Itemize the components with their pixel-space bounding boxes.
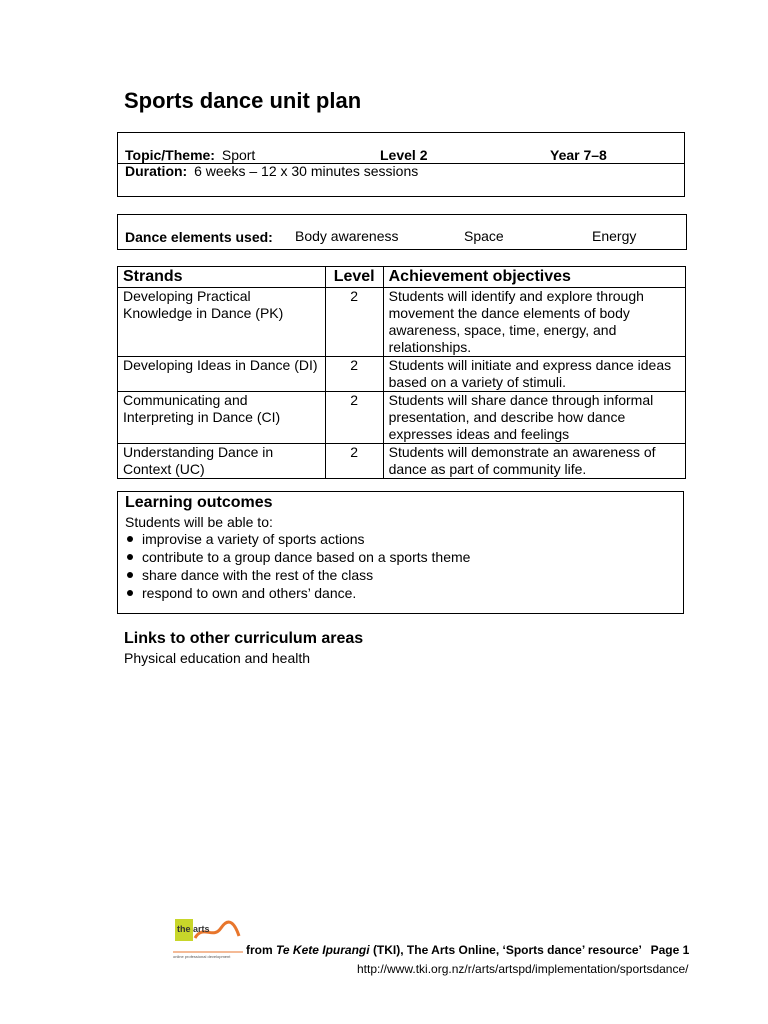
the-arts-logo [173,918,245,960]
topic-line [125,147,255,164]
table-header-row [118,267,686,288]
topic-box [117,132,685,197]
table-row [118,288,686,357]
footer-page: Page 1 [650,943,690,957]
objective-cell: Students will identify and explore through movement the dance elements of body awareness, space, time, energy, and relationships. [383,288,685,357]
strand-cell: Developing Ideas in Dance (DI) [118,357,326,392]
footer-source: Te Kete Ipurangi [276,943,370,957]
topic-divider [118,163,684,164]
logo-text: the arts [177,924,210,934]
learning-outcomes-list [125,530,470,602]
dance-elements-label: Dance elements used: [125,229,273,245]
dance-element-item: Body awareness [295,228,399,244]
list-item: improvise a variety of sports actions [125,530,470,548]
header-objectives: Achievement objectives [383,267,685,288]
list-item: respond to own and others’ dance. [125,584,470,602]
learning-outcomes-intro: Students will be able to: [125,514,273,530]
year-label: Year 7–8 [550,147,607,163]
duration-line [125,163,418,180]
level-cell: 2 [325,444,383,479]
header-strands: Strands [118,267,326,288]
level-cell: 2 [325,357,383,392]
table-row [118,392,686,444]
duration-value: 6 weeks – 12 x 30 minutes sessions [194,163,419,179]
dance-element-item: Energy [592,228,637,244]
objective-cell: Students will initiate and express dance ideas based on a variety of stimuli. [383,357,685,392]
level-cell: 2 [325,288,383,357]
table-row [118,444,686,479]
strand-cell: Understanding Dance in Context (UC) [118,444,326,479]
strands-table [117,266,686,479]
table-row [118,357,686,392]
footer-from: from [246,943,273,957]
page-title: Sports dance unit plan [124,88,362,113]
strand-cell: Communicating and Interpreting in Dance (CI) [118,392,326,444]
footer-source-rest: (TKI), The Arts Online, ‘Sports dance’ resource’ [372,943,642,957]
duration-label: Duration: [125,163,188,179]
header-level: Level [325,267,383,288]
links-text: Physical education and health [124,650,311,666]
level-label: Level 2 [380,147,428,163]
dance-element-item: Space [464,228,504,244]
logo-subtext: online professional development [173,954,231,959]
topic-label: Topic/Theme: [125,147,215,163]
level-cell: 2 [325,392,383,444]
objective-cell: Students will demonstrate an awareness of dance as part of community life. [383,444,685,479]
topic-value: Sport [221,147,256,163]
dance-elements-box [117,214,687,250]
strand-cell: Developing Practical Knowledge in Dance (PK) [118,288,326,357]
list-item: share dance with the rest of the class [125,566,470,584]
footer-url[interactable]: http://www.tki.org.nz/r/arts/artspd/implementation/sportsdance/ [357,962,689,976]
objective-cell: Students will share dance through informal presentation, and describe how dance expresses ideas and feelings [383,392,685,444]
learning-outcomes-box [117,491,684,614]
learning-outcomes-title: Learning outcomes [125,494,273,511]
footer-credit [246,943,689,957]
list-item: contribute to a group dance based on a sports theme [125,548,470,566]
links-title: Links to other curriculum areas [124,630,364,647]
